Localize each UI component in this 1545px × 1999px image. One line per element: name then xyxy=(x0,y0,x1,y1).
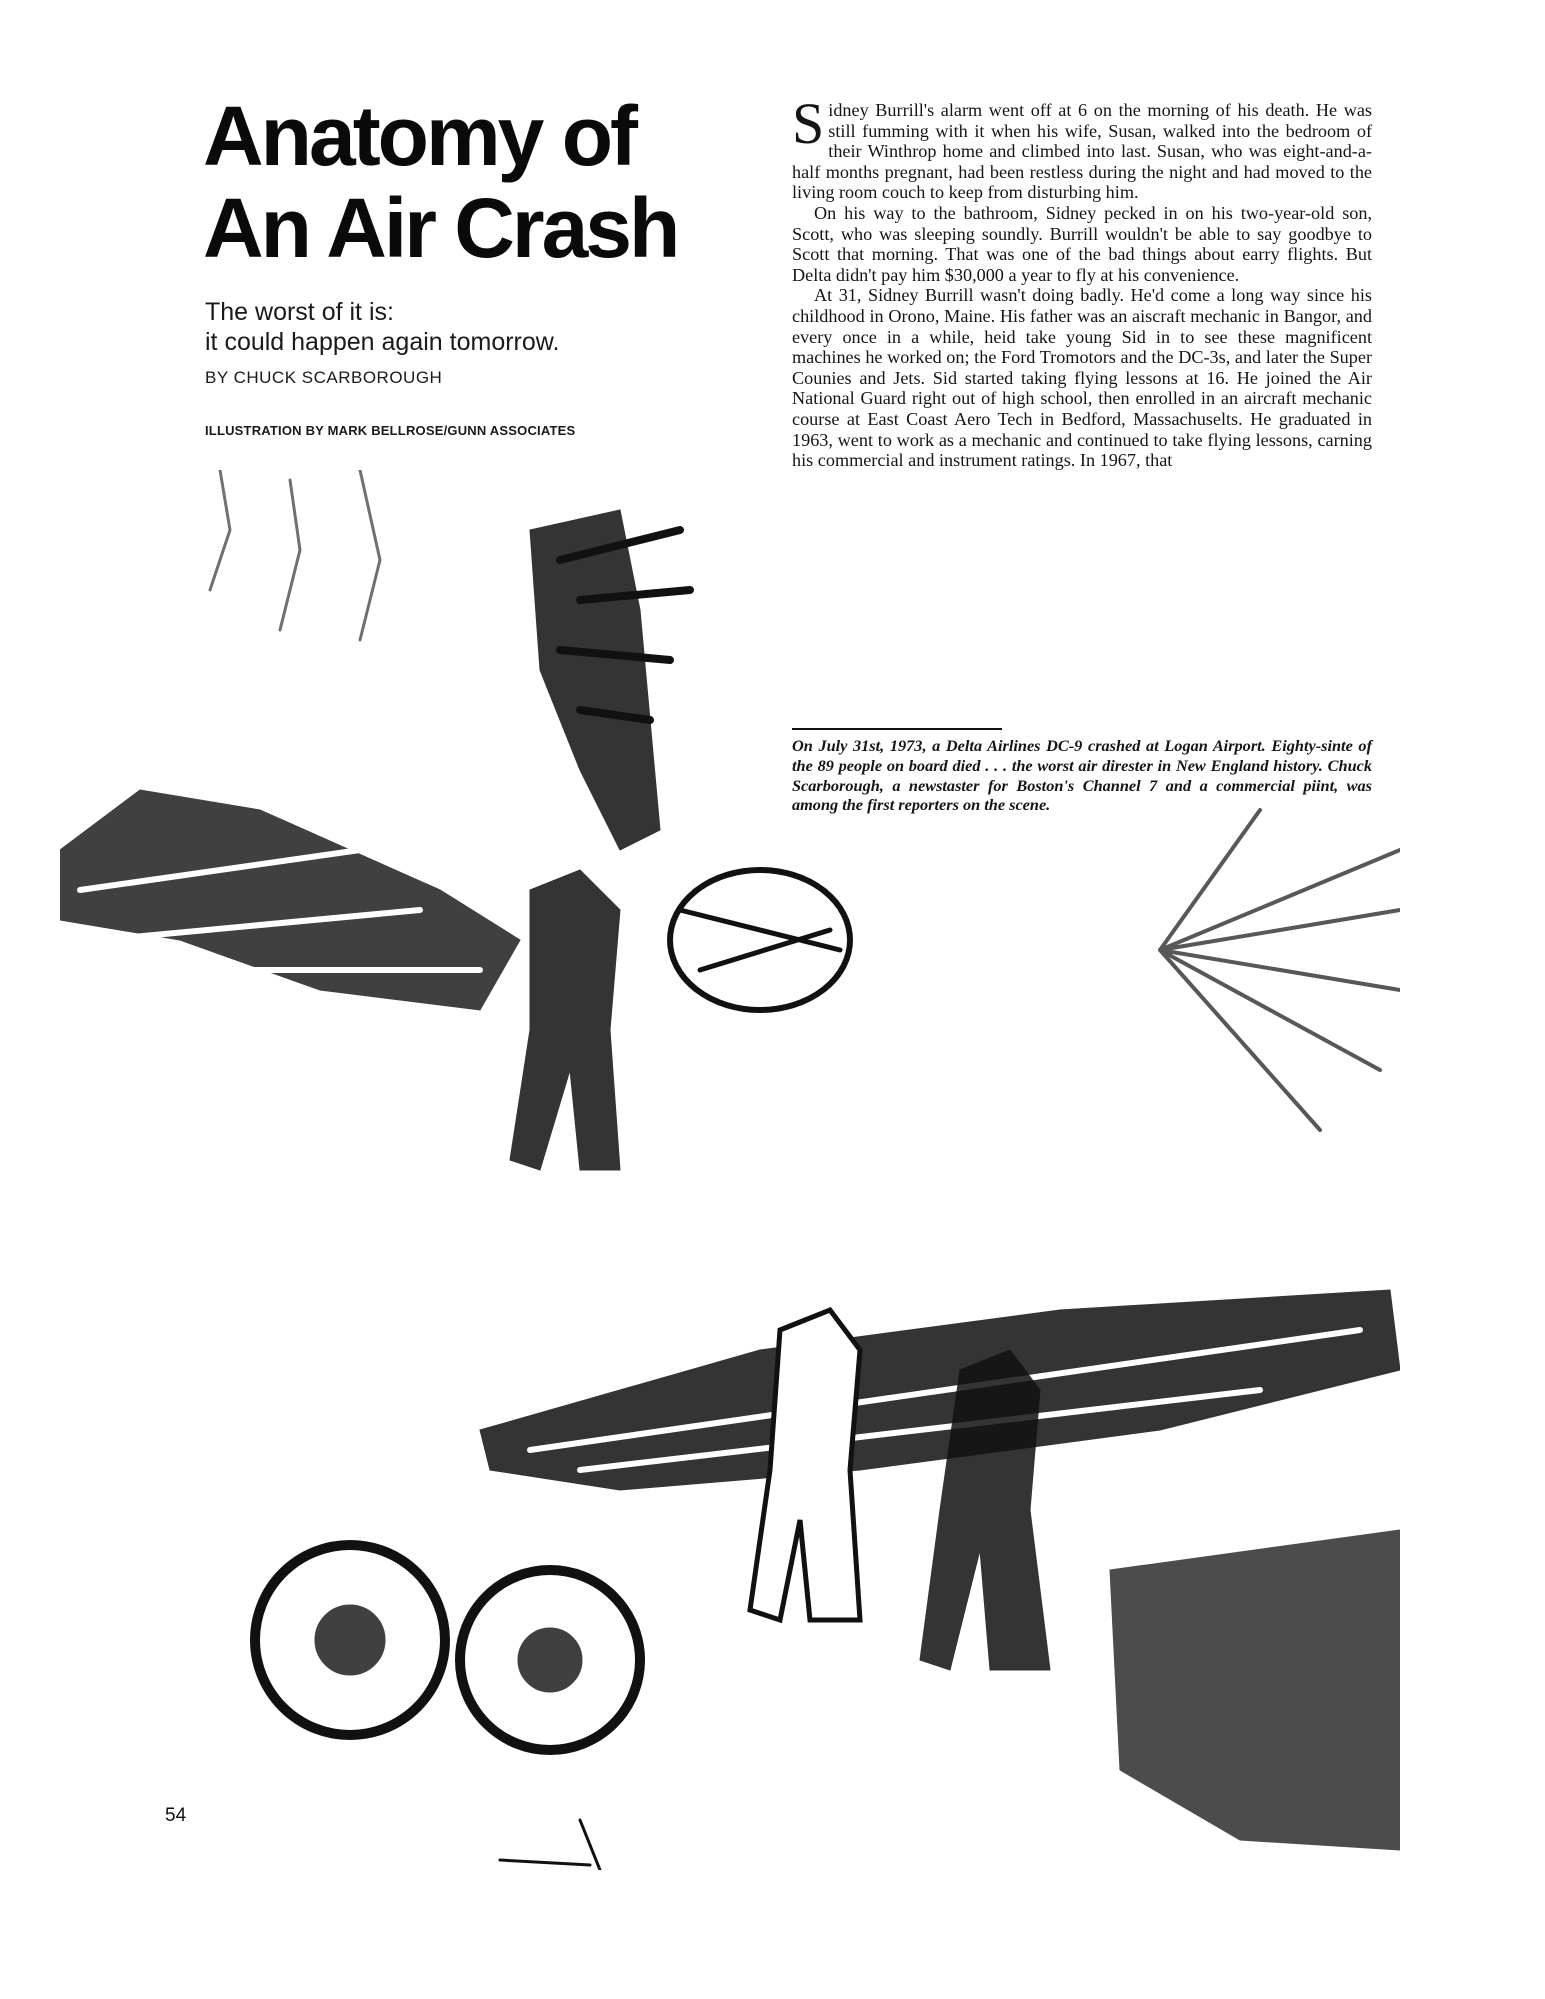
article-deck: On July 31st, 1973, a Delta Airlines DC-9 crashed at Logan Airport. Eighty-sinte of the 89 people on board died . . . the worst air direster in New England history. Chuck Scarborough, a newstaster for Boston's Channel 7 and a commercial piint, was among the first reporters on the scene. xyxy=(792,736,1372,815)
article-body xyxy=(792,91,1372,471)
crash-wreckage-illustration-icon xyxy=(60,470,1400,1870)
center-figure xyxy=(510,870,620,1170)
body-paragraph-1 xyxy=(792,91,1372,203)
drop-cap: S xyxy=(792,91,825,156)
figure-sketch-left xyxy=(210,470,380,640)
artist-scribble xyxy=(500,1820,600,1870)
subhead xyxy=(205,297,725,357)
subhead-line-2: it could happen again tomorrow. xyxy=(205,328,560,356)
byline: BY CHUCK SCARBOROUGH xyxy=(205,368,443,387)
tail-fin-shape xyxy=(530,510,660,850)
subhead-line-1: The worst of it is: xyxy=(205,298,394,326)
ground-debris xyxy=(1110,1530,1400,1850)
body-paragraph-3: At 31, Sidney Burrill wasn't doing badly. He'd come a long way since his childhood in Orono, Maine. His father was an aiscraft mechanic in Bangor, and every once in a while, heid take young Sid in to see these magnificent machines he worked on; the Ford Tromotors and the DC-3s, and later the Super Counies and Jets. Sid started taking flying lessons at 16. He joined the Air National Guard right out of high school, then enrolled in an aircraft mechanic course at East Coast Aero Tech in Bedford, Massachuselts. He graduated in 1963, went to work as a mechanic and continued to take flying lessons, carning his commercial and instrument ratings. In 1967, that xyxy=(792,285,1372,471)
headline-line-2: An Air Crash xyxy=(203,181,678,275)
paragraph-1-text: idney Burrill's alarm went off at 6 on the morning of his death. He was still fumming with it when his wife, Susan, walked into the bedroom of their Winthrop home and climbed into last. Susan, who was eight-and-a-half months pregnant, had been restless during the night and had moved to the living room couch to keep from disturbing him. xyxy=(792,100,1372,203)
headline xyxy=(203,90,723,274)
illustration-credit: ILLUSTRATION BY MARK BELLROSE/GUNN ASSOCIATES xyxy=(205,423,576,438)
left-wing-wreckage xyxy=(60,790,520,1010)
fire-burst xyxy=(1160,810,1400,1130)
body-paragraph-2: On his way to the bathroom, Sidney pecked in on his two-year-old son, Scott, who was sleeping soundly. Burrill wouldn't be able to say goodbye to Scott that morning. That was one of the bad things about earry flights. But Delta didn't pay him $30,000 a year to fly at his convenience. xyxy=(792,202,1372,285)
page-number: 54 xyxy=(165,1805,187,1826)
landing-wheel-left-hub xyxy=(315,1605,385,1675)
landing-wheel-right-hub xyxy=(518,1628,582,1692)
headline-line-1: Anatomy of xyxy=(203,89,635,183)
engine-nacelle xyxy=(670,870,850,1010)
